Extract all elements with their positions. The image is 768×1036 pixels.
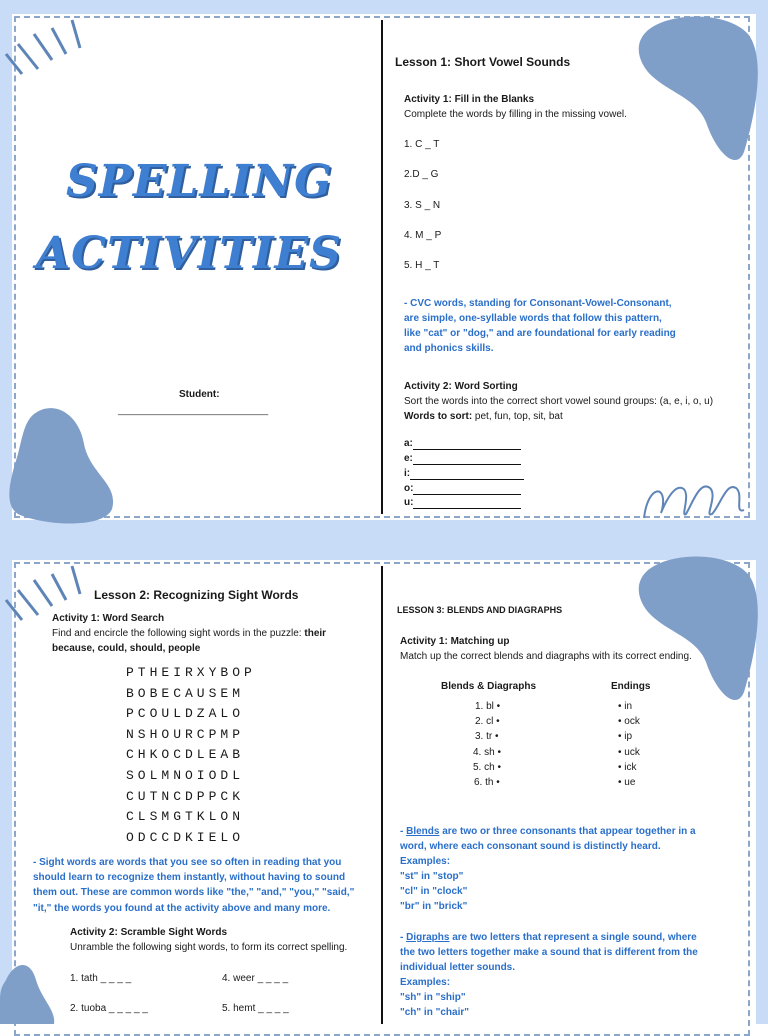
words-to-sort-label: Words to sort: [404,411,473,422]
blend-example: "st" in "stop" [400,871,464,882]
digraphs-term: Digraphs [406,932,450,943]
top-sheet-fold [381,20,383,514]
puzzle-row: SOLMNOIODL [126,768,245,783]
blob-top-left-decoration [4,404,124,524]
blend-item[interactable]: 2. cl • [475,716,500,727]
sight-note-line2: should learn to recognize them instantly, without having to sound [33,872,346,883]
cvc-note-line3: like "cat" or "dog," and are foundational for early reading [404,328,676,339]
sticks-decoration [4,14,88,84]
digraph-example: "ch" in "chair" [400,1007,469,1018]
lesson2-activity1-title: Activity 1: Word Search [52,613,165,624]
spiral-decoration [640,474,750,524]
bottom-sheet-fold [381,566,383,1024]
lesson2-activity2-instructions: Unramble the following sight words, to form its correct spelling. [70,942,348,953]
blob-bottom-right-decoration [636,552,762,702]
blend-item[interactable]: 4. sh • [473,747,501,758]
digraphs-def-line2: the two letters together make a sound that is different from the [400,947,698,958]
lesson3-activity1-title: Activity 1: Matching up [400,636,510,647]
lesson1-activity1-title: Activity 1: Fill in the Blanks [404,94,535,105]
lesson2-title: Lesson 2: Recognizing Sight Words [94,588,299,602]
sort-blank[interactable] [413,485,521,495]
lesson1-title: Lesson 1: Short Vowel Sounds [395,55,571,69]
blend-item[interactable]: 1. bl • [475,701,501,712]
endings-column-header: Endings [611,681,651,692]
sight-note-line4: "it," the words you found at the activity above and many more. [33,903,331,914]
cover-title-line2: ACTIVITIES [36,228,342,279]
ending-item[interactable]: • ick [618,762,637,773]
fill-item-4: 4. M _ P [404,230,442,241]
cvc-note-line1: - CVC words, standing for Consonant-Vowel-Consonant, [404,298,672,309]
digraphs-def-text: are two letters that represent a single sound, where [449,932,697,943]
lesson3-activity1-instructions: Match up the correct blends and diagraphs with its correct ending. [400,651,692,662]
ending-item[interactable]: • ue [618,777,636,788]
ending-item[interactable]: • uck [618,747,640,758]
blends-def-line2: word, where each consonant sound is distinctly heard. [400,841,661,852]
ending-item[interactable]: • ip [618,731,633,742]
puzzle-row: NSHOURCPMP [126,727,245,742]
sort-label: i: [404,468,411,479]
blob-bottom-left-decoration [0,960,60,1024]
sort-row-a [404,437,521,450]
blends-def-text: are two or three consonants that appear together in a [439,826,696,837]
sort-label: o: [404,483,414,494]
sort-row-i [404,467,524,480]
scramble-item-5: 5. hemt _ _ _ _ [222,1003,289,1014]
sight-note-line3: them out. These are common words like "the," "and," "you," "said," [33,887,355,898]
sort-blank[interactable] [413,455,521,465]
sort-label: e: [404,453,413,464]
lesson1-activity2-instructions: Sort the words into the correct short vowel sound groups: (a, e, i, o, u) [404,396,714,407]
sort-row-u [404,496,521,509]
student-label: Student: [179,389,220,400]
blend-example: "cl" in "clock" [400,886,468,897]
cvc-note-line2: are simple, one-syllable words that follow this pattern, [404,313,662,324]
word-search-instructions: Find and encircle the following sight words in the puzzle: [52,628,302,639]
blends-term: Blends [406,826,440,837]
ending-item[interactable]: • ock [618,716,640,727]
scramble-item-1: 1. tath _ _ _ _ [70,973,132,984]
lesson2-activity2-title: Activity 2: Scramble Sight Words [70,927,228,938]
sort-label: u: [404,497,414,508]
puzzle-row: CUTNCDPPCK [126,789,245,804]
sort-blank[interactable] [413,440,521,450]
digraphs-def-line3: individual letter sounds. [400,962,516,973]
digraph-example: "sh" in "ship" [400,992,466,1003]
lesson3-title: LESSON 3: BLENDS AND DIAGRAPHS [397,605,563,615]
sort-blank[interactable] [410,470,524,480]
blob-top-right-decoration [636,12,762,162]
blend-example: "br" in "brick" [400,901,468,912]
scramble-item-2: 2. tuoba _ _ _ _ _ [70,1003,148,1014]
puzzle-row: BOBECAUSEM [126,686,245,701]
puzzle-row: CHKOCDLEAB [126,747,245,762]
puzzle-row: CLSMGTKLON [126,809,245,824]
cvc-note-line4: and phonics skills. [404,343,494,354]
word-search-word-their: their [304,628,327,639]
puzzle-row: PCOULDZALO [126,706,245,721]
fill-item-5: 5. H _ T [404,260,440,271]
lesson1-activity2-title: Activity 2: Word Sorting [404,381,518,392]
blend-item[interactable]: 6. th • [474,777,500,788]
sight-note-line1: - Sight words are words that you see so often in reading that you [33,857,342,868]
blends-examples-label: Examples: [400,856,451,867]
word-search-word-list: because, could, should, people [52,643,201,654]
fill-item-2: 2.D _ G [404,169,439,180]
blends-column-header: Blends & Diagraphs [441,681,537,692]
sort-blank[interactable] [413,499,521,509]
ending-item[interactable]: • in [618,701,633,712]
words-to-sort-list: pet, fun, top, sit, bat [472,411,563,422]
lesson2-activity1-instructions [52,627,326,640]
blend-item[interactable]: 3. tr • [475,731,499,742]
cover-title-line1: SPELLING [66,156,333,207]
student-name-blank[interactable]: ______________________________ [118,405,269,415]
words-to-sort [404,410,563,423]
fill-item-1: 1. C _ T [404,139,440,150]
fill-item-3: 3. S _ N [404,200,441,211]
blends-def-line1: - Blends are two or three consonants that appear together in a [400,826,696,837]
digraphs-examples-label: Examples: [400,977,451,988]
digraphs-def-line1: - Digraphs are two letters that represent a single sound, where [400,932,697,943]
lesson1-activity1-instructions: Complete the words by filling in the missing vowel. [404,109,627,120]
puzzle-row: ODCCDKIELO [126,830,245,845]
sort-row-e [404,452,521,465]
blend-item[interactable]: 5. ch • [473,762,501,773]
scramble-item-4: 4. weer _ _ _ _ [222,973,289,984]
sort-row-o [404,482,521,495]
puzzle-row: PTHEIRXYBOP [126,665,256,680]
sort-label: a: [404,438,413,449]
